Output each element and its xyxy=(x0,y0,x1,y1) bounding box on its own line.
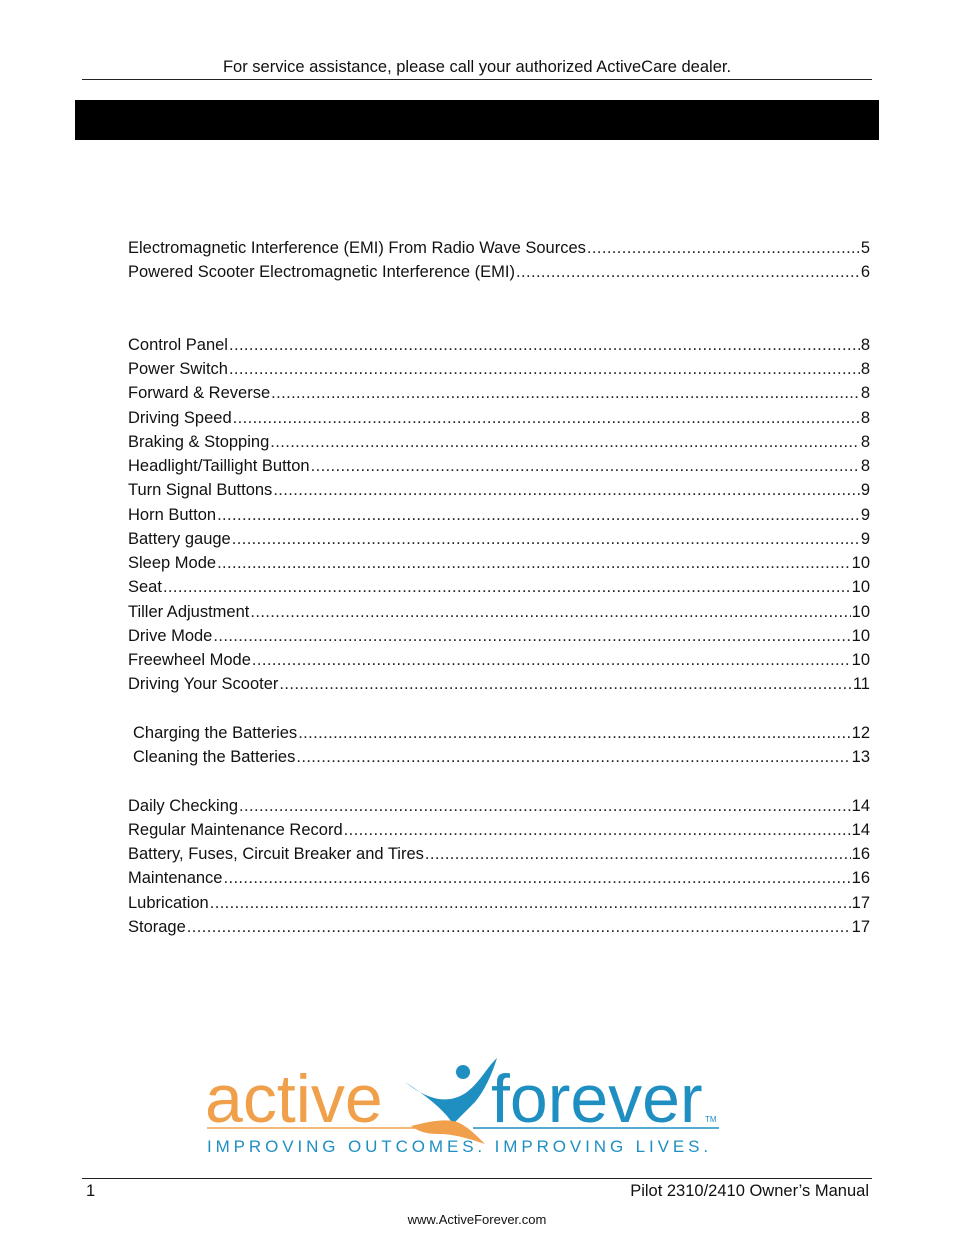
toc-page: 5 xyxy=(860,239,870,257)
service-note: For service assistance, please call your authorized ActiveCare dealer. xyxy=(222,58,732,76)
toc-entry xyxy=(128,819,870,841)
toc-title: Battery, Fuses, Circuit Breaker and Tires xyxy=(128,845,424,863)
toc-leader xyxy=(217,504,860,526)
toc-leader xyxy=(213,625,850,647)
toc-leader xyxy=(279,673,851,695)
toc-leader xyxy=(311,455,860,477)
toc-title: Powered Scooter Electromagnetic Interference (EMI) xyxy=(128,263,516,281)
toc-page: 10 xyxy=(851,554,870,572)
toc-entry xyxy=(128,237,870,259)
toc-entry xyxy=(128,625,870,647)
toc-title: Storage xyxy=(128,918,186,936)
toc-page: 17 xyxy=(851,894,870,912)
toc-leader xyxy=(344,819,851,841)
toc-entry xyxy=(128,261,870,283)
toc-leader xyxy=(271,382,860,404)
toc-page: 10 xyxy=(851,651,870,669)
toc-entry xyxy=(128,334,870,356)
page-number: 1 xyxy=(86,1182,96,1200)
toc-page: 9 xyxy=(860,530,870,548)
toc-title: Daily Checking xyxy=(128,797,239,815)
logo-word-active: active xyxy=(205,1061,383,1137)
toc-page: 8 xyxy=(860,457,870,475)
toc-entry xyxy=(128,358,870,380)
active-forever-logo xyxy=(205,1052,725,1160)
toc-entry xyxy=(128,382,870,404)
toc-entry xyxy=(128,673,870,695)
toc-title: Electromagnetic Interference (EMI) From Radio Wave Sources xyxy=(128,239,586,257)
toc-entry xyxy=(133,746,870,768)
toc-leader xyxy=(223,867,850,889)
toc-entry xyxy=(128,431,870,453)
toc-leader xyxy=(232,528,860,550)
toc-page: 14 xyxy=(851,821,870,839)
toc-title: Sleep Mode xyxy=(128,554,217,572)
toc-title: Drive Mode xyxy=(128,627,213,645)
toc-leader xyxy=(163,576,851,598)
figure-icon xyxy=(405,1058,497,1144)
toc-leader xyxy=(252,649,851,671)
toc-leader xyxy=(298,722,850,744)
toc-entry xyxy=(128,455,870,477)
toc-title: Braking & Stopping xyxy=(128,433,270,451)
toc-page: 12 xyxy=(851,724,870,742)
toc-leader xyxy=(239,795,851,817)
toc-leader xyxy=(516,261,860,283)
toc-title: Power Switch xyxy=(128,360,228,378)
toc-page: 9 xyxy=(860,481,870,499)
toc-entry xyxy=(128,649,870,671)
toc-title: Headlight/Taillight Button xyxy=(128,457,310,475)
toc-leader xyxy=(187,916,851,938)
toc-page: 16 xyxy=(851,845,870,863)
toc-page: 17 xyxy=(851,918,870,936)
toc-page: 8 xyxy=(860,409,870,427)
toc-page: 14 xyxy=(851,797,870,815)
toc-page: 8 xyxy=(860,360,870,378)
manual-title: Pilot 2310/2410 Owner’s Manual xyxy=(630,1182,869,1200)
toc-entry xyxy=(133,722,870,744)
toc-leader xyxy=(587,237,860,259)
logo-word-forever: forever xyxy=(491,1061,703,1137)
toc-entry xyxy=(128,892,870,914)
toc-page: 6 xyxy=(860,263,870,281)
toc-title: Battery gauge xyxy=(128,530,231,548)
toc-title: Driving Speed xyxy=(128,409,232,427)
toc-page: 10 xyxy=(851,627,870,645)
toc-title: Turn Signal Buttons xyxy=(128,481,273,499)
toc-page: 8 xyxy=(860,433,870,451)
toc-entry xyxy=(128,552,870,574)
toc-title: Maintenance xyxy=(128,869,223,887)
toc-entry xyxy=(128,504,870,526)
toc-page: 8 xyxy=(860,384,870,402)
toc-title: Forward & Reverse xyxy=(128,384,271,402)
toc-entry xyxy=(128,576,870,598)
toc-leader xyxy=(273,479,860,501)
toc-title: Lubrication xyxy=(128,894,209,912)
toc-title: Horn Button xyxy=(128,506,217,524)
toc-entry xyxy=(128,601,870,623)
toc-title: Freewheel Mode xyxy=(128,651,251,669)
toc-title: Charging the Batteries xyxy=(133,724,298,742)
toc-title: Tiller Adjustment xyxy=(128,603,250,621)
toc-leader xyxy=(425,843,851,865)
toc-entry xyxy=(128,795,870,817)
toc-page: 10 xyxy=(851,603,870,621)
toc-page: 11 xyxy=(852,675,870,693)
toc-leader xyxy=(270,431,860,453)
toc-leader xyxy=(233,407,860,429)
toc-entry xyxy=(128,528,870,550)
toc-page: 10 xyxy=(851,578,870,596)
toc-title: Control Panel xyxy=(128,336,228,354)
toc-page: 16 xyxy=(851,869,870,887)
header-rule xyxy=(82,79,872,80)
toc-title: Regular Maintenance Record xyxy=(128,821,343,839)
toc-leader xyxy=(210,892,851,914)
toc-entry xyxy=(128,843,870,865)
toc-leader xyxy=(229,334,860,356)
toc-page: 13 xyxy=(851,748,870,766)
toc-page: 8 xyxy=(860,336,870,354)
toc-page: 9 xyxy=(860,506,870,524)
logo-tagline: IMPROVING OUTCOMES. IMPROVING LIVES. xyxy=(207,1137,713,1156)
toc-entry xyxy=(128,479,870,501)
footer-rule xyxy=(82,1178,872,1179)
footer-url[interactable]: www.ActiveForever.com xyxy=(407,1212,547,1227)
logo-trademark: TM xyxy=(705,1115,717,1124)
toc-leader xyxy=(296,746,850,768)
toc-entry xyxy=(128,867,870,889)
toc-leader xyxy=(217,552,851,574)
section-banner xyxy=(75,100,879,140)
toc-leader xyxy=(250,601,850,623)
toc-title: Seat xyxy=(128,578,162,596)
toc-title: Cleaning the Batteries xyxy=(133,748,296,766)
toc-entry xyxy=(128,916,870,938)
toc-title: Driving Your Scooter xyxy=(128,675,279,693)
toc-entry xyxy=(128,407,870,429)
toc-leader xyxy=(229,358,860,380)
